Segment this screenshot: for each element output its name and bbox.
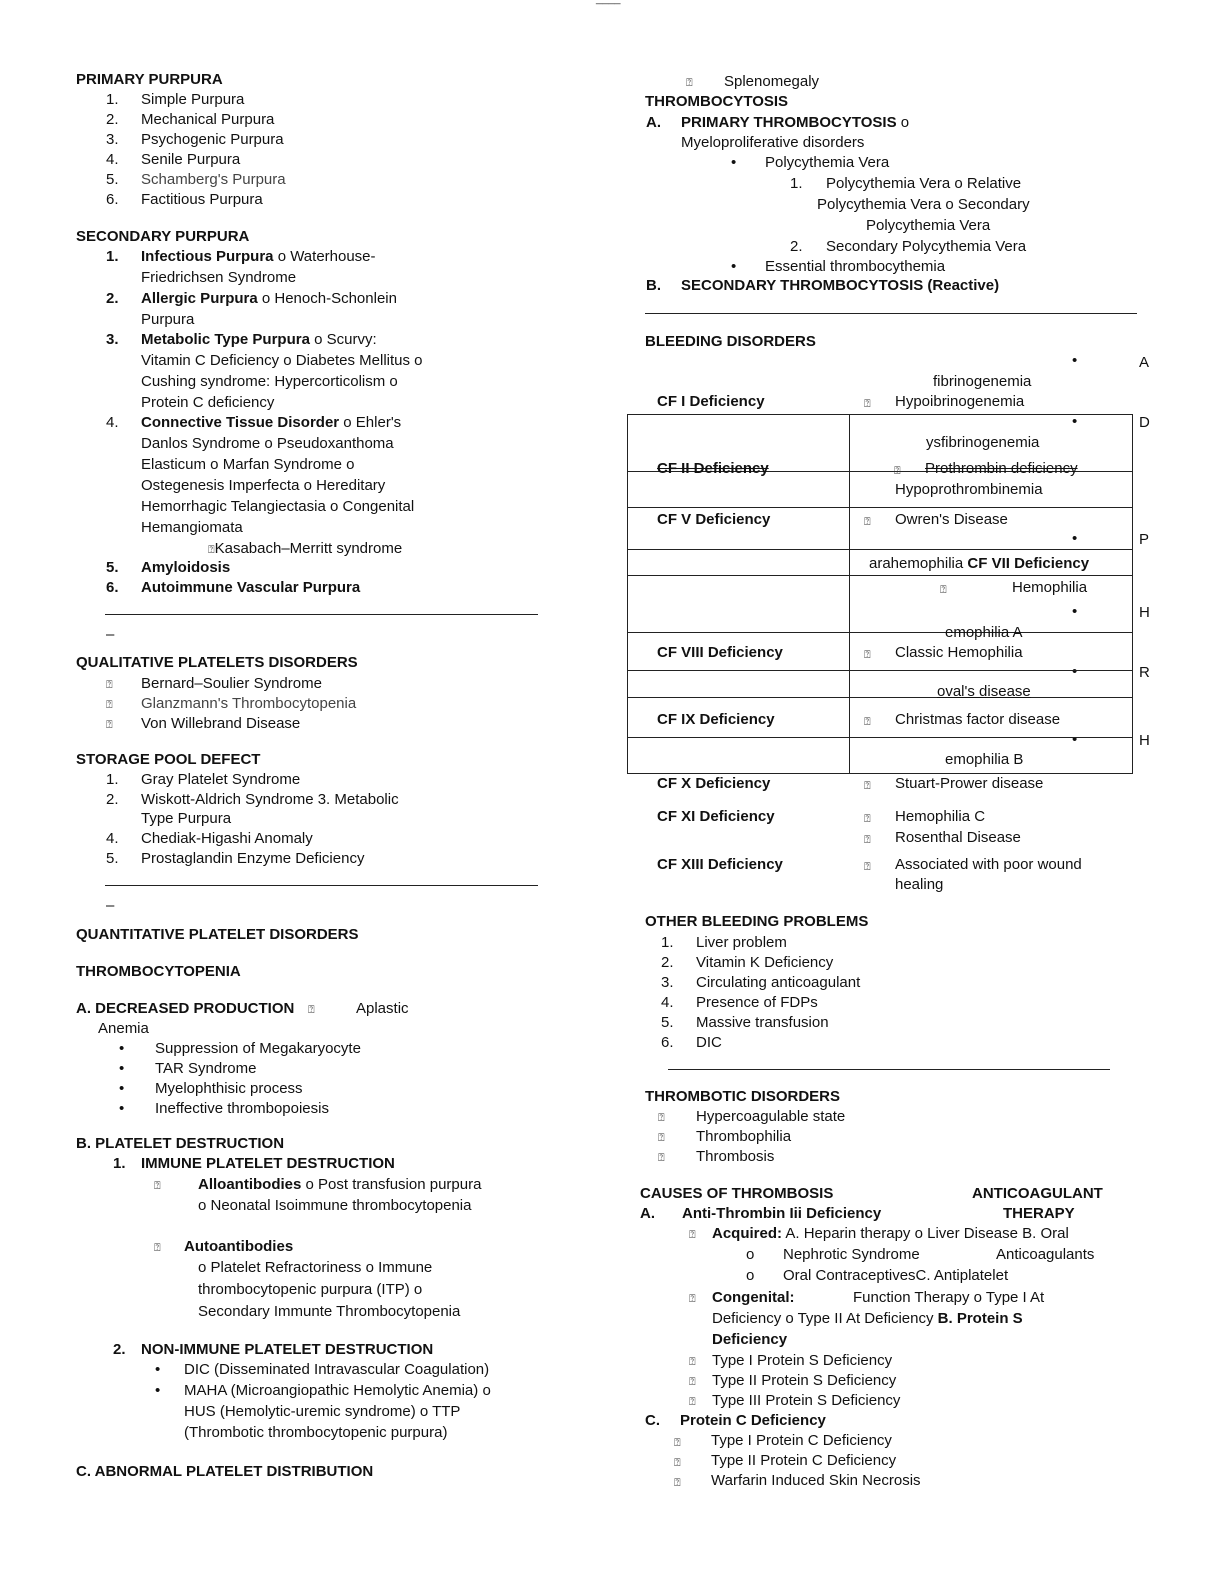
list-item: Myeloproliferative disorders xyxy=(681,134,865,151)
bullet: • xyxy=(731,258,737,275)
bullet: • xyxy=(731,154,737,171)
list-item: Oral ContraceptivesC. Antiplatelet xyxy=(783,1267,1009,1284)
list-number: 1. xyxy=(106,771,119,788)
list-number: 4. xyxy=(106,151,119,168)
list-number: 2. xyxy=(661,954,674,971)
cf-detail: ysfibrinogenemia xyxy=(926,434,1040,451)
list-item-cont: o Neonatal Isoimmune thrombocytopenia xyxy=(198,1197,472,1214)
cf-detail: Hemophilia C xyxy=(895,808,986,825)
list-number: 6. xyxy=(106,579,119,596)
checkbox-glyph-icon: ⍰ xyxy=(864,716,871,728)
list-number: 5. xyxy=(106,171,119,188)
bullet: • xyxy=(1072,352,1078,369)
checkbox-glyph-icon: ⍰ xyxy=(689,1396,696,1408)
list-number: 2. xyxy=(790,238,803,255)
section-label: A. xyxy=(646,114,661,131)
checkbox-glyph-icon: ⍰ xyxy=(864,861,871,873)
list-item-cont: Deficiency xyxy=(712,1331,788,1348)
bullet-o: o xyxy=(746,1267,755,1284)
causes-title: CAUSES OF THROMBOSIS xyxy=(640,1185,834,1202)
list-number: 6. xyxy=(106,191,119,208)
cf-detail: oval's disease xyxy=(937,683,1031,700)
cf-detail: Owren's Disease xyxy=(895,511,1008,528)
anticoagulant-title: ANTICOAGULANT xyxy=(972,1185,1103,1202)
checkbox-glyph-icon: ⍰ xyxy=(308,1004,315,1016)
list-item: Bernard–Soulier Syndrome xyxy=(141,675,322,692)
cf-detail: fibrinogenemia xyxy=(933,373,1032,390)
bullet: • xyxy=(155,1382,161,1399)
abnormal-distribution-title: C. ABNORMAL PLATELET DISTRIBUTION xyxy=(76,1463,374,1480)
list-number: 5. xyxy=(661,1014,674,1031)
section-label: C. xyxy=(645,1412,660,1429)
qualitative-title: QUALITATIVE PLATELETS DISORDERS xyxy=(76,654,358,671)
protein-c-title: Protein C Deficiency xyxy=(680,1412,826,1429)
checkbox-glyph-icon: ⍰ xyxy=(674,1437,681,1449)
non-immune-title: NON-IMMUNE PLATELET DESTRUCTION xyxy=(141,1341,434,1358)
checkbox-glyph-icon: ⍰ xyxy=(154,1242,161,1254)
list-number: 1. xyxy=(661,934,674,951)
list-item: Myelophthisic process xyxy=(155,1080,303,1097)
bullet: • xyxy=(119,1100,125,1117)
list-item: Autoantibodies xyxy=(184,1238,294,1255)
checkbox-glyph-icon: ⍰ xyxy=(689,1356,696,1368)
list-item: Hypercoagulable state xyxy=(696,1108,846,1125)
list-item-cont: Type Purpura xyxy=(141,810,232,827)
cf-detail: emophilia A xyxy=(945,624,1023,641)
checkbox-glyph-icon: ⍰ xyxy=(686,77,693,89)
table-rule xyxy=(627,507,1132,508)
list-item: Gray Platelet Syndrome xyxy=(141,771,301,788)
list-item: Type II Protein S Deficiency xyxy=(712,1372,897,1389)
cf-label: CF I Deficiency xyxy=(657,393,765,410)
cf-detail: Stuart-Prower disease xyxy=(895,775,1044,792)
divider xyxy=(105,614,538,615)
cf-detail: Hemophilia xyxy=(1012,579,1088,596)
list-item: Thrombophilia xyxy=(696,1128,792,1145)
checkbox-glyph-icon: ⍰ xyxy=(106,719,113,731)
cf-label: CF XI Deficiency xyxy=(657,808,775,825)
list-number: 5. xyxy=(106,559,119,576)
list-item: TAR Syndrome xyxy=(155,1060,257,1077)
section-label: A. xyxy=(640,1205,655,1222)
list-item: Schamberg's Purpura xyxy=(141,171,286,188)
therapy-title: THERAPY xyxy=(1003,1205,1075,1222)
checkbox-glyph-icon: ⍰ xyxy=(674,1477,681,1489)
checkbox-glyph-icon: ⍰ xyxy=(154,1180,161,1192)
list-item: DIC (Disseminated Intravascular Coagulation) xyxy=(184,1361,490,1378)
list-item: Suppression of Megakaryocyte xyxy=(155,1040,361,1057)
checkbox-glyph-icon: ⍰ xyxy=(208,544,215,556)
checkbox-glyph-icon: ⍰ xyxy=(674,1457,681,1469)
list-item: Ineffective thrombopoiesis xyxy=(155,1100,329,1117)
list-item: Anticoagulants xyxy=(996,1246,1095,1263)
list-item: Aplastic xyxy=(356,1000,409,1017)
edge-letter: P xyxy=(1139,531,1150,548)
cf-label: CF IX Deficiency xyxy=(657,711,775,728)
checkbox-glyph-icon: ⍰ xyxy=(658,1112,665,1124)
list-item-cont: Secondary Immunte Thrombocytopenia xyxy=(198,1303,461,1320)
list-item-cont: Vitamin C Deficiency o Diabetes Mellitus o xyxy=(141,352,423,369)
list-item: Thrombosis xyxy=(696,1148,775,1165)
list-item: Psychogenic Purpura xyxy=(141,131,284,148)
list-item: Polycythemia Vera o Relative xyxy=(826,175,1022,192)
thrombotic-title: THROMBOTIC DISORDERS xyxy=(645,1088,840,1105)
edge-letter: A xyxy=(1139,354,1150,371)
checkbox-glyph-icon: ⍰ xyxy=(689,1376,696,1388)
bullet: • xyxy=(119,1040,125,1057)
bullet: • xyxy=(1072,603,1078,620)
cf-detail: emophilia B xyxy=(945,751,1024,768)
list-item: Splenomegaly xyxy=(724,73,820,90)
cf-detail: Christmas factor disease xyxy=(895,711,1061,728)
edge-letter: H xyxy=(1139,732,1150,749)
cf-detail: Hypoprothrombinemia xyxy=(895,481,1043,498)
checkbox-glyph-icon: ⍰ xyxy=(106,679,113,691)
list-item: Secondary Polycythemia Vera xyxy=(826,238,1027,255)
checkbox-glyph-icon: ⍰ xyxy=(940,584,947,596)
cf-label: CF X Deficiency xyxy=(657,775,771,792)
immune-destruction-title: IMMUNE PLATELET DESTRUCTION xyxy=(141,1155,395,1172)
list-number: 5. xyxy=(106,850,119,867)
header-mark xyxy=(596,0,620,8)
bullet: • xyxy=(1072,731,1078,748)
bullet: • xyxy=(155,1361,161,1378)
list-item: Autoimmune Vascular Purpura xyxy=(141,579,361,596)
list-number: 3. xyxy=(106,331,119,348)
list-item: Congenital: xyxy=(712,1289,795,1306)
checkbox-glyph-icon: ⍰ xyxy=(689,1293,696,1305)
checkbox-glyph-icon: ⍰ xyxy=(864,780,871,792)
edge-letter: D xyxy=(1139,414,1150,431)
cf-detail: Rosenthal Disease xyxy=(895,829,1021,846)
list-item-cont: Polycythemia Vera o Secondary xyxy=(817,196,1030,213)
list-item-cont: thrombocytopenic purpura (ITP) o xyxy=(198,1281,423,1298)
bleeding-disorders-title: BLEEDING DISORDERS xyxy=(645,333,816,350)
list-number: 4. xyxy=(106,830,119,847)
list-item-cont: Anemia xyxy=(98,1020,149,1037)
list-number: 2. xyxy=(106,791,119,808)
list-number: 1. xyxy=(790,175,803,192)
table-divider xyxy=(849,414,850,773)
list-number: 3. xyxy=(106,131,119,148)
cf-detail: Classic Hemophilia xyxy=(895,644,1023,661)
list-item: Type II Protein C Deficiency xyxy=(711,1452,897,1469)
list-item: MAHA (Microangiopathic Hemolytic Anemia) o xyxy=(184,1382,491,1399)
list-item: Type III Protein S Deficiency xyxy=(712,1392,901,1409)
list-item-cont: o Platelet Refractoriness o Immune xyxy=(198,1259,433,1276)
list-item: Polycythemia Vera xyxy=(765,154,890,171)
cf-label: CF II Deficiency xyxy=(657,460,769,477)
list-item-cont: Hemorrhagic Telangiectasia o Congenital xyxy=(141,498,415,515)
table-rule xyxy=(627,575,1132,576)
list-item: Circulating anticoagulant xyxy=(696,974,861,991)
list-number: 4. xyxy=(661,994,674,1011)
list-item: Metabolic Type Purpura o Scurvy: xyxy=(141,331,377,348)
bullet: • xyxy=(1072,413,1078,430)
section-label: B. xyxy=(646,277,661,294)
list-item: Type I Protein S Deficiency xyxy=(712,1352,893,1369)
checkbox-glyph-icon: ⍰ xyxy=(894,465,901,477)
list-number: 1. xyxy=(106,248,119,265)
divider xyxy=(668,1069,1110,1070)
list-item-cont: Hemangiomata xyxy=(141,519,243,536)
list-item: Connective Tissue Disorder o Ehler's xyxy=(141,414,402,431)
table-rule xyxy=(627,549,1132,550)
secondary-thrombocytosis-title: SECONDARY THROMBOCYTOSIS (Reactive) xyxy=(681,277,1000,294)
list-item-cont: Protein C deficiency xyxy=(141,394,275,411)
cf-detail: healing xyxy=(895,876,944,893)
divider xyxy=(645,313,1137,314)
list-item-cont: Cushing syndrome: Hypercorticolism o xyxy=(141,373,398,390)
list-item: Wiskott-Aldrich Syndrome 3. Metabolic xyxy=(141,791,399,808)
divider xyxy=(105,885,538,886)
list-item: Alloantibodies o Post transfusion purpura xyxy=(198,1176,482,1193)
cf-detail: Associated with poor wound xyxy=(895,856,1082,873)
checkbox-glyph-icon: ⍰ xyxy=(658,1132,665,1144)
list-item-cont: Ostegenesis Imperfecta o Hereditary xyxy=(141,477,386,494)
list-item-cont: Polycythemia Vera xyxy=(866,217,991,234)
cf-label: CF VIII Deficiency xyxy=(657,644,783,661)
cf-label: arahemophilia CF VII Deficiency xyxy=(869,555,1090,572)
storage-pool-title: STORAGE POOL DEFECT xyxy=(76,751,261,768)
list-item: Mechanical Purpura xyxy=(141,111,275,128)
list-item: Factitious Purpura xyxy=(141,191,263,208)
quantitative-title: QUANTITATIVE PLATELET DISORDERS xyxy=(76,926,359,943)
thrombocytosis-title: THROMBOCYTOSIS xyxy=(645,93,789,110)
dash: – xyxy=(106,626,115,643)
list-item: Function Therapy o Type I At xyxy=(853,1289,1045,1306)
list-item: DIC xyxy=(696,1034,722,1051)
platelet-destruction-title: B. PLATELET DESTRUCTION xyxy=(76,1135,285,1152)
list-item: Infectious Purpura o Waterhouse- xyxy=(141,248,376,265)
checkbox-glyph-icon: ⍰ xyxy=(106,699,113,711)
list-number: 2. xyxy=(106,290,119,307)
list-item: Simple Purpura xyxy=(141,91,245,108)
list-item: Von Willebrand Disease xyxy=(141,715,301,732)
list-item: Massive transfusion xyxy=(696,1014,829,1031)
list-item: Acquired: A. Heparin therapy o Liver Disease B. Oral xyxy=(712,1225,1069,1242)
list-item-cont: Friedrichsen Syndrome xyxy=(141,269,297,286)
thrombocytopenia-title: THROMBOCYTOPENIA xyxy=(76,963,241,980)
list-number: 3. xyxy=(661,974,674,991)
cf-detail: Hypoibrinogenemia xyxy=(895,393,1025,410)
list-item: Type I Protein C Deficiency xyxy=(711,1432,892,1449)
list-item: Vitamin K Deficiency xyxy=(696,954,834,971)
table-rule xyxy=(627,697,1132,698)
list-number: 1. xyxy=(106,91,119,108)
list-number: 2. xyxy=(113,1341,126,1358)
primary-purpura-title: PRIMARY PURPURA xyxy=(76,71,223,88)
list-item: Glanzmann's Thrombocytopenia xyxy=(141,695,357,712)
list-item: Prostaglandin Enzyme Deficiency xyxy=(141,850,365,867)
list-item-cont: Purpura xyxy=(141,311,195,328)
list-item: Senile Purpura xyxy=(141,151,241,168)
list-item-cont: (Thrombotic thrombocytopenic purpura) xyxy=(184,1424,448,1441)
list-item: Essential thrombocythemia xyxy=(765,258,946,275)
list-item: Allergic Purpura o Henoch-Schonlein xyxy=(141,290,397,307)
primary-thrombocytosis-title: PRIMARY THROMBOCYTOSIS o xyxy=(681,114,910,131)
list-number: 6. xyxy=(661,1034,674,1051)
list-item-cont: Elasticum o Marfan Syndrome o xyxy=(141,456,355,473)
edge-letter: H xyxy=(1139,604,1150,621)
list-number: 1. xyxy=(113,1155,126,1172)
checkbox-glyph-icon: ⍰ xyxy=(658,1152,665,1164)
cf-label: CF V Deficiency xyxy=(657,511,771,528)
checkbox-glyph-icon: ⍰ xyxy=(864,398,871,410)
other-bleeding-title: OTHER BLEEDING PROBLEMS xyxy=(645,913,869,930)
decreased-production-title: A. DECREASED PRODUCTION xyxy=(76,1000,295,1017)
checkbox-glyph-icon: ⍰ xyxy=(864,649,871,661)
dash: – xyxy=(106,897,115,914)
list-item-cont: Danlos Syndrome o Pseudoxanthoma xyxy=(141,435,394,452)
table-rule xyxy=(627,670,1132,671)
list-item-cont: ⍰Kasabach–Merritt syndrome xyxy=(208,540,403,557)
table-rule xyxy=(627,737,1132,738)
list-item-cont: Deficiency o Type II At Deficiency B. Protein S xyxy=(712,1310,1023,1327)
list-item: Chediak-Higashi Anomaly xyxy=(141,830,313,847)
table-rule xyxy=(627,632,1132,633)
secondary-purpura-title: SECONDARY PURPURA xyxy=(76,228,250,245)
checkbox-glyph-icon: ⍰ xyxy=(689,1229,696,1241)
antithrombin-title: Anti-Thrombin Iii Deficiency xyxy=(682,1205,882,1222)
bullet: • xyxy=(119,1060,125,1077)
list-item: Nephrotic Syndrome xyxy=(783,1246,920,1263)
bullet: • xyxy=(1072,663,1078,680)
checkbox-glyph-icon: ⍰ xyxy=(864,834,871,846)
edge-letter: R xyxy=(1139,664,1150,681)
cf-label: CF XIII Deficiency xyxy=(657,856,783,873)
list-item: Liver problem xyxy=(696,934,787,951)
bullet-o: o xyxy=(746,1246,755,1263)
list-item: Warfarin Induced Skin Necrosis xyxy=(711,1472,921,1489)
list-item: Presence of FDPs xyxy=(696,994,818,1011)
checkbox-glyph-icon: ⍰ xyxy=(864,516,871,528)
bullet: • xyxy=(1072,530,1078,547)
list-item: Amyloidosis xyxy=(141,559,231,576)
list-number: 2. xyxy=(106,111,119,128)
list-item-cont: HUS (Hemolytic-uremic syndrome) o TTP xyxy=(184,1403,461,1420)
list-number: 4. xyxy=(106,414,119,431)
checkbox-glyph-icon: ⍰ xyxy=(864,813,871,825)
bullet: • xyxy=(119,1080,125,1097)
cf-detail: Prothrombin deficiency xyxy=(925,460,1078,477)
